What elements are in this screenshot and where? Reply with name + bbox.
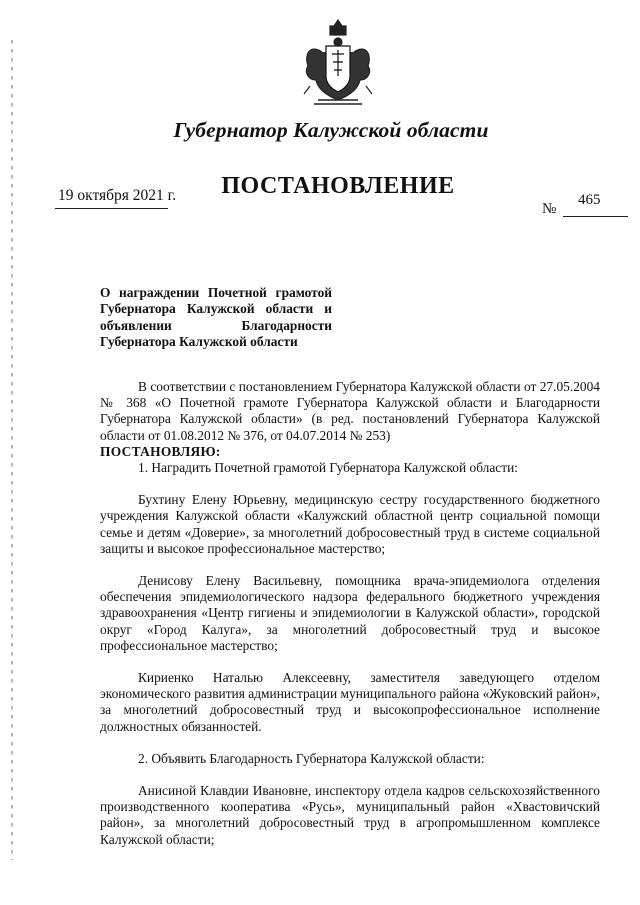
gratitude-person-paragraph: Анисиной Клавдии Ивановне, инспектору отдела кадров сельскохозяйственного производственного кооператива «Русь», муниципальный район «Хвастовичский район», за многолетний добросовестный труд в агропромышленном комплексе Калужской области; <box>100 783 600 847</box>
number-sign: № <box>542 201 557 217</box>
date-underline <box>55 208 168 209</box>
issuing-authority: Губернатор Калужской области <box>173 118 489 142</box>
document-date: 19 октября 2021 г. <box>58 187 177 204</box>
coat-of-arms-icon <box>300 16 376 110</box>
preamble-paragraph: В соответствии с постановлением Губернатора Калужской области от 27.05.2004 № 368 «О Почетной грамоте Губернатора Калужской области и Благодарности Губернатора Калужской области» (в ред. постановлений Губернатора Калужской области от 01.08.2012 № 376, от 04.07.2014 № 253) <box>100 379 600 443</box>
resolve-heading: ПОСТАНОВЛЯЮ: <box>100 443 221 459</box>
award-person-paragraph: Денисову Елену Васильевну, помощника врача-эпидемиолога отделения обеспечения эпидемиологического надзора федерального бюджетного учреждения здравоохранения «Центр гигиены и эпидемиологии в Калужской области», городской округ «Город Калуга», за многолетний добросовестный труд и высокое профессиональное мастерство; <box>100 573 600 653</box>
document-subject: О награждении Почетной грамотой Губернатора Калужской области и объявлении Благодарности Губернатора Калужской области <box>100 285 332 349</box>
number-underline <box>563 216 628 217</box>
item-2-heading: 2. Объявить Благодарность Губернатора Калужской области: <box>138 750 485 766</box>
document-number: 465 <box>578 192 601 208</box>
document-body <box>100 379 600 848</box>
award-person-paragraph: Бухтину Елену Юрьевну, медицинскую сестру государственного бюджетного учреждения Калужской области «Калужский областной центр социальной помощи семье и детям «Доверие», за многолетний добросовестный труд в системе социальной защиты и высокое профессиональное мастерство; <box>100 492 600 556</box>
scan-edge-marks <box>11 40 13 860</box>
award-person-paragraph: Кириенко Наталью Алексеевну, заместителя заведующего отделом экономического развития администрации муниципального района «Жуковский район», за многолетний добросовестный труд и высокопрофессиональное исполнение должностных обязанностей. <box>100 670 600 734</box>
item-1-heading: 1. Наградить Почетной грамотой Губернатора Калужской области: <box>138 460 518 476</box>
document-type-title: ПОСТАНОВЛЕНИЕ <box>221 173 455 199</box>
